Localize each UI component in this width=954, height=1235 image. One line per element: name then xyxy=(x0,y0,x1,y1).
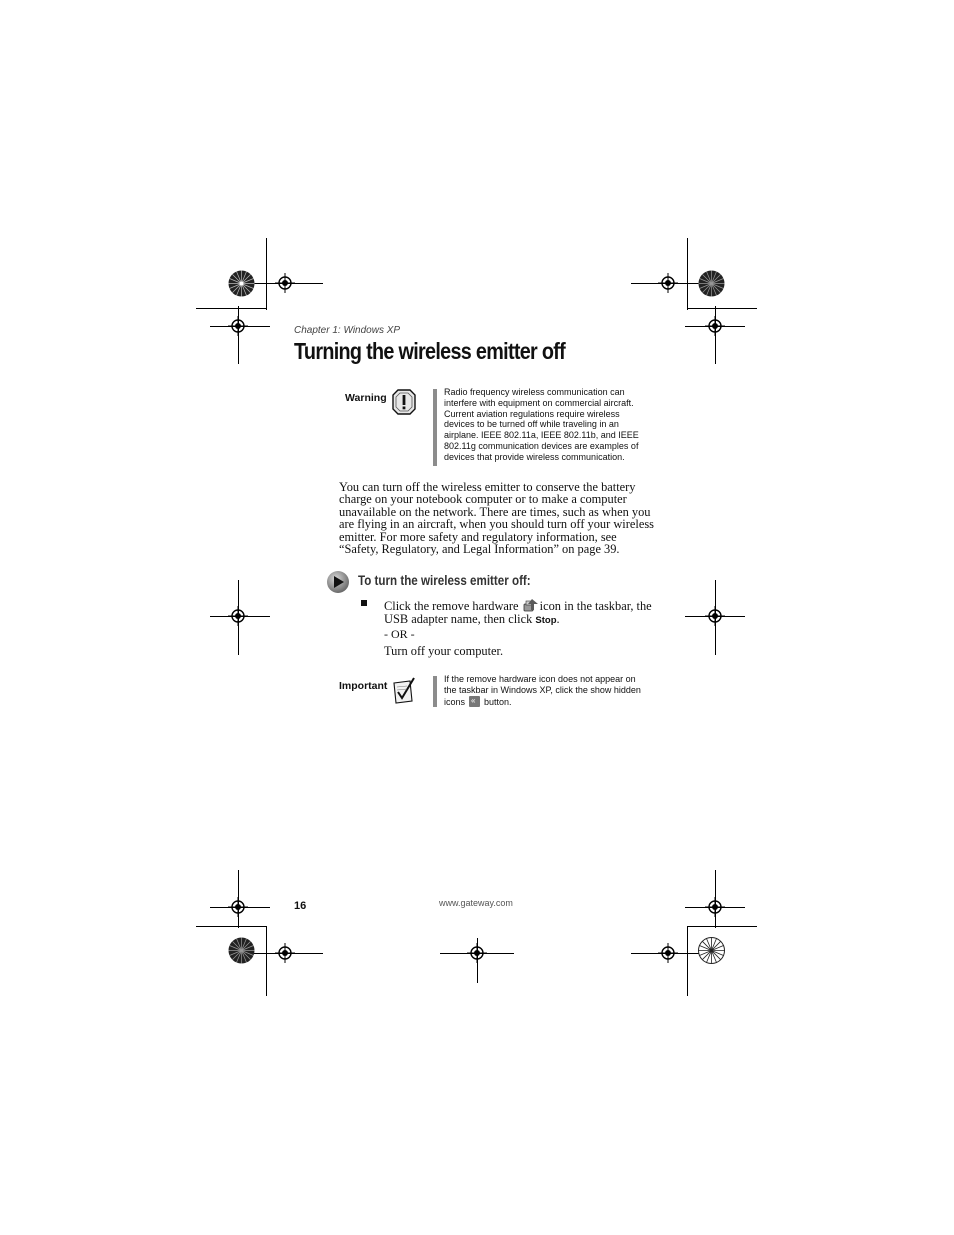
registration-target-icon xyxy=(705,606,725,626)
important-divider xyxy=(433,676,437,707)
page-number: 16 xyxy=(294,900,307,912)
warning-line: Radio frequency wireless communication can xyxy=(444,387,625,397)
important-text xyxy=(444,674,659,707)
registration-target-icon xyxy=(275,273,295,293)
crop-line xyxy=(196,308,266,309)
crop-line xyxy=(687,238,688,310)
important-line xyxy=(444,696,659,708)
registration-target-icon xyxy=(275,943,295,963)
warning-line: devices to be turned off while traveling in an xyxy=(444,419,619,430)
important-text-part: button. xyxy=(484,696,512,707)
step-text-part: icon in the taskbar, the xyxy=(539,599,652,613)
warning-exclamation-icon xyxy=(392,389,416,415)
chapter-header: Chapter 1: Windows XP xyxy=(294,325,401,336)
step-text-part: Click the remove hardware xyxy=(384,599,519,613)
alternative-step: Turn off your computer. xyxy=(384,644,504,658)
crop-line xyxy=(687,926,757,927)
warning-divider xyxy=(433,389,437,466)
important-text-part: icons xyxy=(444,696,466,707)
body-line: unavailable on the network. There are times, such as when you xyxy=(339,504,651,519)
body-line: emitter. For more safety and regulatory information, see xyxy=(339,529,617,544)
procedure-heading: To turn the wireless emitter off: xyxy=(358,573,531,588)
registration-target-icon xyxy=(705,897,725,917)
remove-hardware-icon xyxy=(523,598,539,613)
warning-line: airplane. IEEE 802.11a, IEEE 802.11b, and IEEE xyxy=(444,430,639,441)
starburst-target-icon xyxy=(228,270,255,297)
warning-label: Warning xyxy=(345,392,387,404)
starburst-target-icon xyxy=(228,937,255,964)
show-hidden-icons-icon xyxy=(469,696,480,707)
bullet-marker xyxy=(361,600,367,606)
crop-line xyxy=(266,926,267,996)
body-paragraph xyxy=(339,481,664,555)
registration-target-icon xyxy=(467,943,487,963)
or-separator: - OR - xyxy=(384,627,415,641)
step-text-part: USB adapter name, then click xyxy=(384,612,533,626)
registration-target-icon xyxy=(705,316,725,336)
warning-line: Current aviation regulations require wireless xyxy=(444,408,620,419)
important-label: Important xyxy=(339,680,388,692)
stop-ui-label: Stop xyxy=(535,615,557,626)
warning-text xyxy=(444,387,659,463)
registration-target-icon xyxy=(658,273,678,293)
page-title: Turning the wireless emitter off xyxy=(294,338,566,364)
starburst-target-icon xyxy=(698,270,725,297)
registration-target-icon xyxy=(228,606,248,626)
starburst-target-icon xyxy=(698,937,725,964)
registration-target-icon xyxy=(228,316,248,336)
step-text-part: . xyxy=(556,612,560,626)
registration-target-icon xyxy=(228,897,248,917)
warning-line: interfere with equipment on commercial aircraft. xyxy=(444,397,634,408)
body-line: charge on your notebook computer or to make a computer xyxy=(339,492,627,507)
procedure-arrow-icon xyxy=(326,570,350,594)
body-line: You can turn off the wireless emitter to conserve the battery xyxy=(339,480,636,494)
crop-line xyxy=(687,926,688,996)
body-line: “Safety, Regulatory, and Legal Information” on page 39. xyxy=(339,542,620,557)
warning-line: 802.11g communication devices are examples of xyxy=(444,440,639,451)
body-line: are flying in an aircraft, when you should turn off your wireless xyxy=(339,517,654,532)
procedure-step xyxy=(384,598,664,627)
footer-url: www.gateway.com xyxy=(439,898,513,908)
crop-line xyxy=(687,308,757,309)
important-line: the taskbar in Windows XP, click the show hidden xyxy=(444,684,641,695)
important-line: If the remove hardware icon does not appear on xyxy=(444,674,636,684)
registration-target-icon xyxy=(658,943,678,963)
crop-line xyxy=(196,926,266,927)
crop-line xyxy=(266,238,267,310)
warning-line: devices that provide wireless communication. xyxy=(444,451,625,462)
important-checkmark-icon xyxy=(392,677,416,705)
